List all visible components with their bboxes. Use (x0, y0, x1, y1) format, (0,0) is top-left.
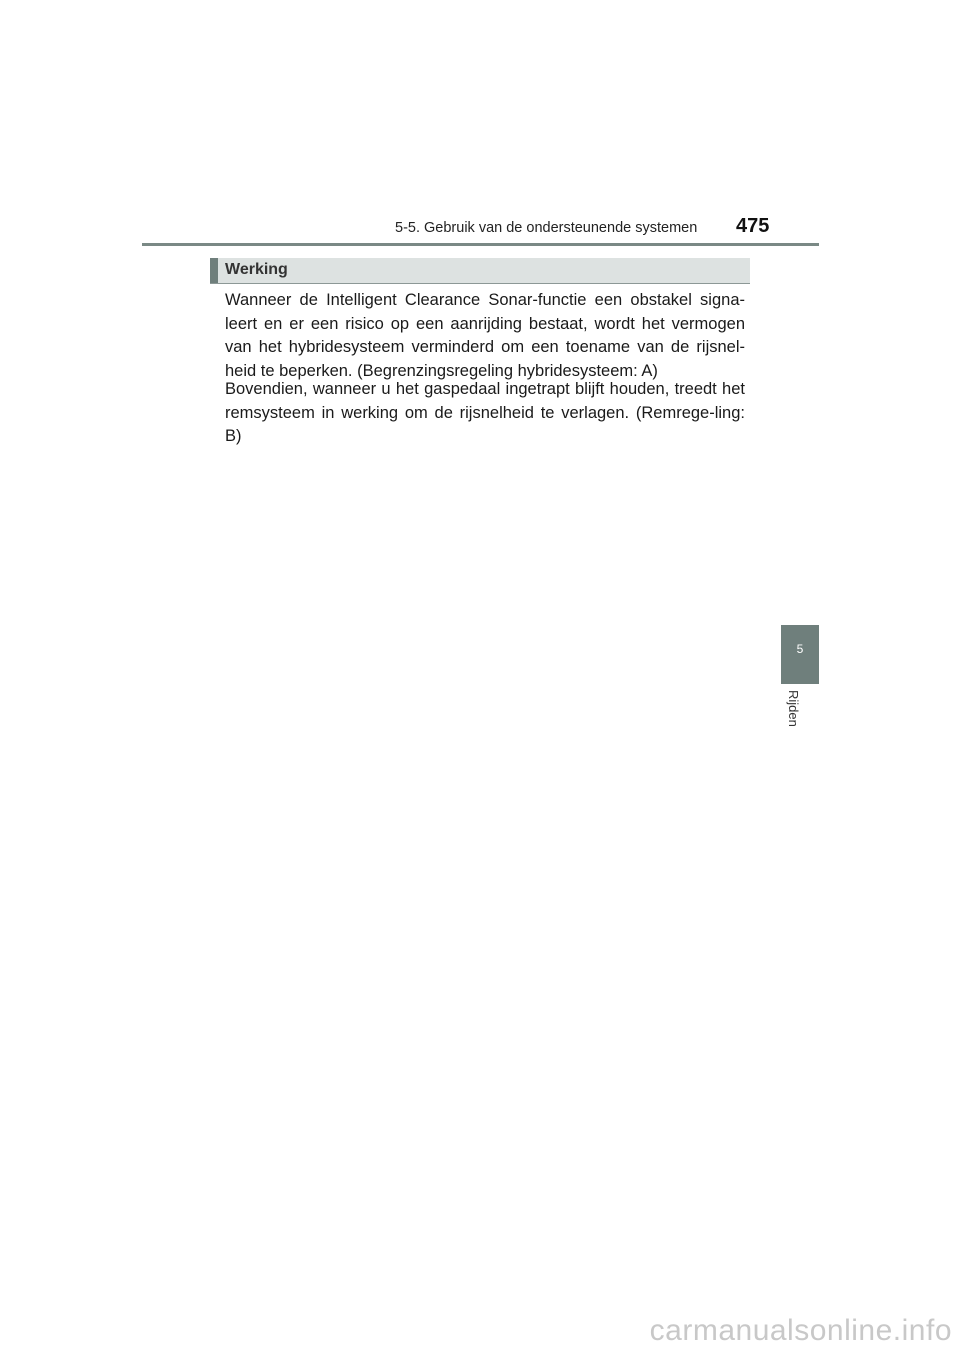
header-rule (142, 243, 819, 246)
chapter-number: 5 (796, 642, 804, 656)
header-title: 5-5. Gebruik van de ondersteunende systemen (395, 220, 698, 236)
chapter-tab (781, 625, 819, 684)
section-heading-bar (210, 258, 218, 283)
page-number: 475 (736, 215, 770, 237)
watermark: carmanualsonline.info (649, 1314, 952, 1347)
section-heading-label: Werking (225, 261, 288, 278)
section-heading (210, 258, 750, 284)
body-paragraph-1: Wanneer de Intelligent Clearance Sonar-functie een obstakel signa-leert en er een risico op een aanrijding bestaat, wordt het vermogen van het hybridesysteem verminderd om een toename van de rijsnel-heid te beperken. (Begrenzingsregeling hybridesysteem: A) (225, 291, 745, 380)
chapter-label: Rijden (786, 690, 801, 727)
body-paragraph-2: Bovendien, wanneer u het gaspedaal ingetrapt blijft houden, treedt het remsysteem in werking om de rijsnelheid te verlagen. (Remrege-ling: B) (225, 380, 745, 445)
